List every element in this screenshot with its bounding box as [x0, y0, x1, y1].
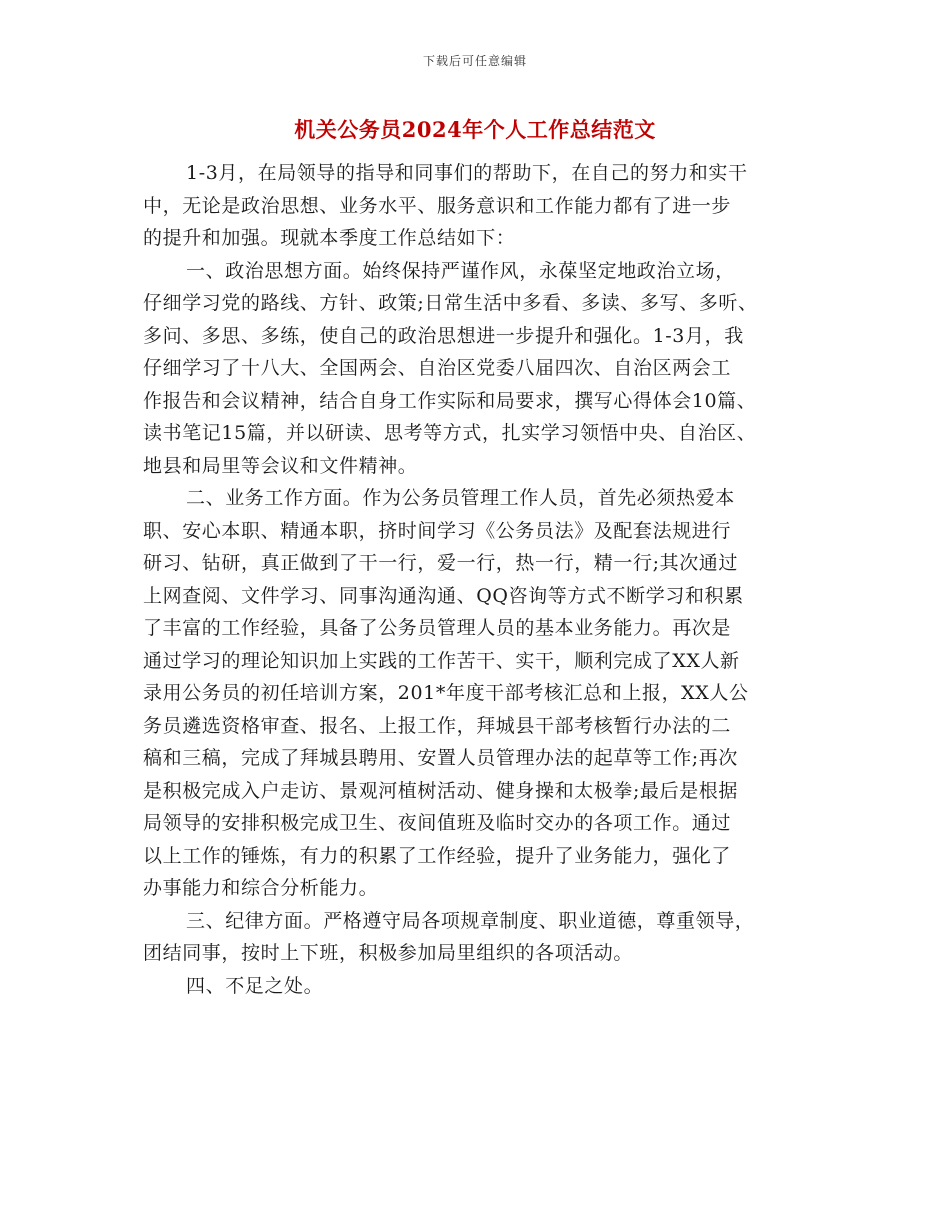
text-line: 1-3月，在局领导的指导和同事们的帮助下，在自己的努力和实干 — [186, 162, 748, 184]
text-line: 稿和三稿，完成了拜城县聘用、安置人员管理办法的起草等工作;再次 — [143, 747, 739, 769]
text-line: 一、政治思想方面。始终保持严谨作风，永葆坚定地政治立场， — [186, 259, 735, 282]
paragraph-business — [143, 482, 815, 905]
paragraph-political — [143, 255, 815, 483]
text-line: 录用公务员的初任培训方案，201*年度干部考核汇总和上报，XX人公 — [143, 682, 749, 704]
text-line: 上网查阅、文件学习、同事沟通沟通、QQ咨询等方式不断学习和积累 — [143, 584, 744, 607]
text-line: 作报告和会议精神，结合自身工作实际和局要求，撰写心得体会10篇、 — [143, 389, 757, 412]
text-line: 了丰富的工作经验，具备了公务员管理人员的基本业务能力。再次是 — [143, 617, 732, 639]
text-line: 中，无论是政治思想、业务水平、服务意识和工作能力都有了进一步 — [143, 194, 732, 217]
paragraph-intro — [143, 157, 815, 255]
text-line: 四、不足之处。 — [186, 974, 324, 997]
page-header: 下载后可任意编辑 — [422, 54, 527, 68]
text-line: 读书笔记15篇，并以研读、思考等方式，扎实学习领悟中央、自治区、 — [143, 422, 757, 444]
text-line: 的提升和加强。现就本季度工作总结如下： — [143, 227, 516, 249]
text-line: 地县和局里等会议和文件精神。 — [143, 454, 418, 477]
text-line: 多问、多思、多练，使自己的政治思想进一步提升和强化。1-3月，我 — [143, 324, 744, 347]
text-line: 通过学习的理论知识加上实践的工作苦干、实干，顺利完成了XX人新 — [143, 649, 740, 672]
text-line: 务员遴选资格审查、报名、上报工作，拜城县干部考核暂行办法的二 — [143, 714, 732, 737]
text-line: 职、安心本职、精通本职，挤时间学习《公务员法》及配套法规进行 — [143, 519, 732, 542]
text-line: 团结同事，按时上下班，积极参加局里组织的各项活动。 — [143, 942, 634, 964]
text-line: 二、业务工作方面。作为公务员管理工作人员，首先必须热爱本 — [186, 487, 735, 509]
paragraph-shortcomings — [143, 970, 815, 1003]
text-line: 三、纪律方面。严格遵守局各项规章制度、职业道德，尊重领导， — [186, 909, 755, 932]
text-line: 仔细学习了十八大、全国两会、自治区党委八届四次、自治区两会工 — [143, 357, 732, 379]
text-line: 是积极完成入户走访、景观河植树活动、健身操和太极拳;最后是根据 — [143, 779, 739, 802]
text-line: 局领导的安排积极完成卫生、夜间值班及临时交办的各项工作。通过 — [143, 812, 732, 834]
text-line: 以上工作的锤炼，有力的积累了工作经验，提升了业务能力，强化了 — [143, 844, 732, 867]
paragraph-discipline — [143, 905, 815, 970]
text-line: 办事能力和综合分析能力。 — [143, 877, 379, 899]
text-line: 研习、钻研，真正做到了干一行，爱一行，热一行，精一行;其次通过 — [143, 552, 739, 574]
document-title: 机关公务员2024年个人工作总结范文 — [294, 117, 656, 142]
document-body — [143, 157, 815, 1002]
text-line: 仔细学习党的路线、方针、政策;日常生活中多看、多读、多写、多听、 — [143, 292, 758, 314]
